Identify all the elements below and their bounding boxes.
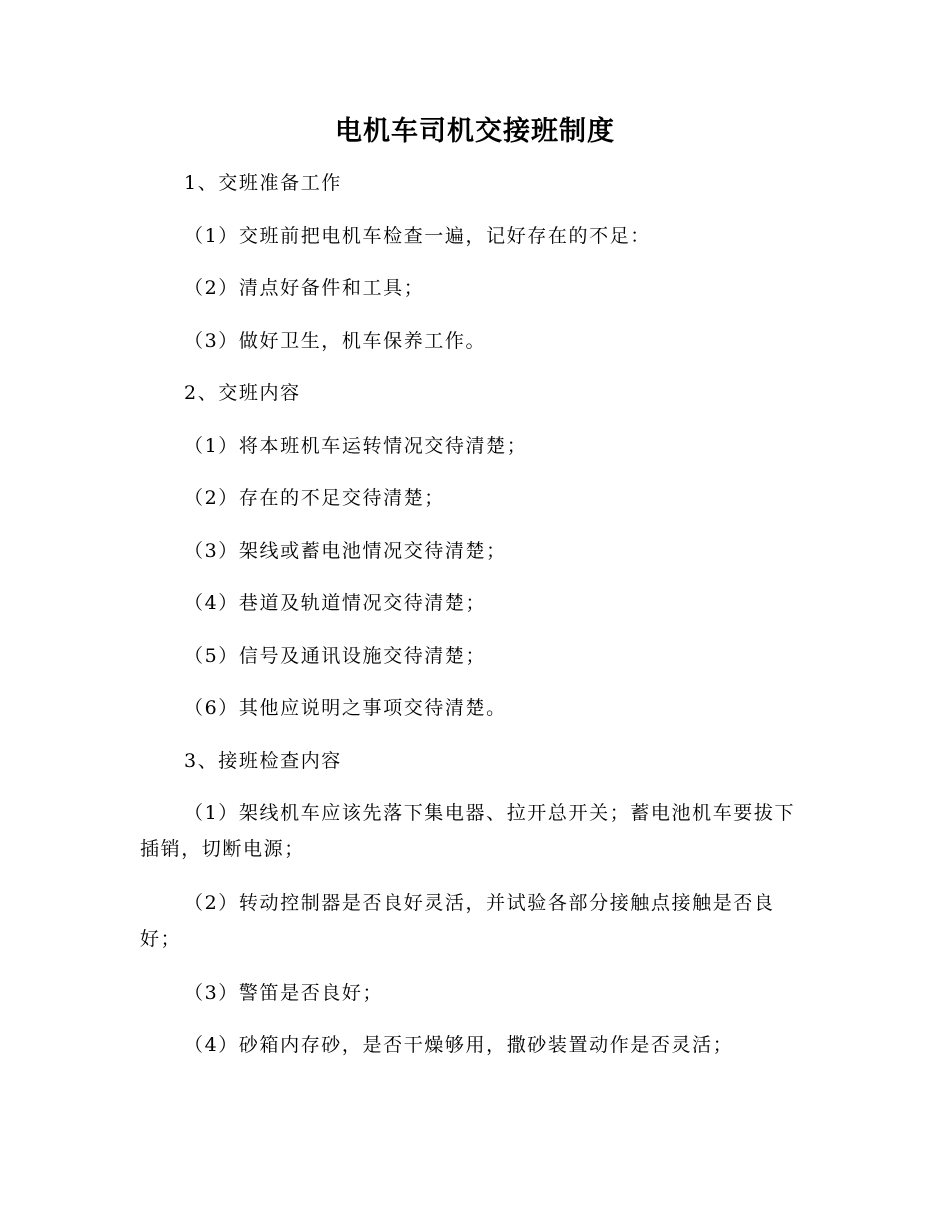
paragraph-item: （3）架线或蓄电池情况交待清楚； <box>184 540 507 562</box>
paragraph-item: （3）做好卫生，机车保养工作。 <box>184 330 487 352</box>
paragraph-item: （2）存在的不足交待清楚； <box>184 487 445 509</box>
paragraph-item: （2）转动控制器是否良好灵活，并试验各部分接触点接触是否良好； <box>140 892 775 950</box>
paragraph-item: （2）清点好备件和工具； <box>184 277 425 299</box>
paragraph-item: （1）架线机车应该先落下集电器、拉开总开关；蓄电池机车要拔下插销，切断电源； <box>140 802 796 860</box>
document-title: 电机车司机交接班制度 <box>335 116 615 147</box>
section-heading-handover-prep: 1、交班准备工作 <box>184 172 342 194</box>
paragraph-item: （1）交班前把电机车检查一遍，记好存在的不足： <box>184 225 651 247</box>
paragraph-item: （5）信号及通讯设施交待清楚； <box>184 645 487 667</box>
paragraph-item: （4）砂箱内存砂，是否干燥够用，撒砂装置动作是否灵活； <box>184 1034 734 1056</box>
paragraph-item: （4）巷道及轨道情况交待清楚； <box>184 592 487 614</box>
paragraph-item: （6）其他应说明之事项交待清楚。 <box>184 697 507 719</box>
paragraph-item: （1）将本班机车运转情况交待清楚； <box>184 435 528 457</box>
section-heading-takeover-inspection: 3、接班检查内容 <box>184 750 342 772</box>
section-heading-handover-content: 2、交班内容 <box>184 382 301 404</box>
paragraph-item: （3）警笛是否良好； <box>184 982 384 1004</box>
